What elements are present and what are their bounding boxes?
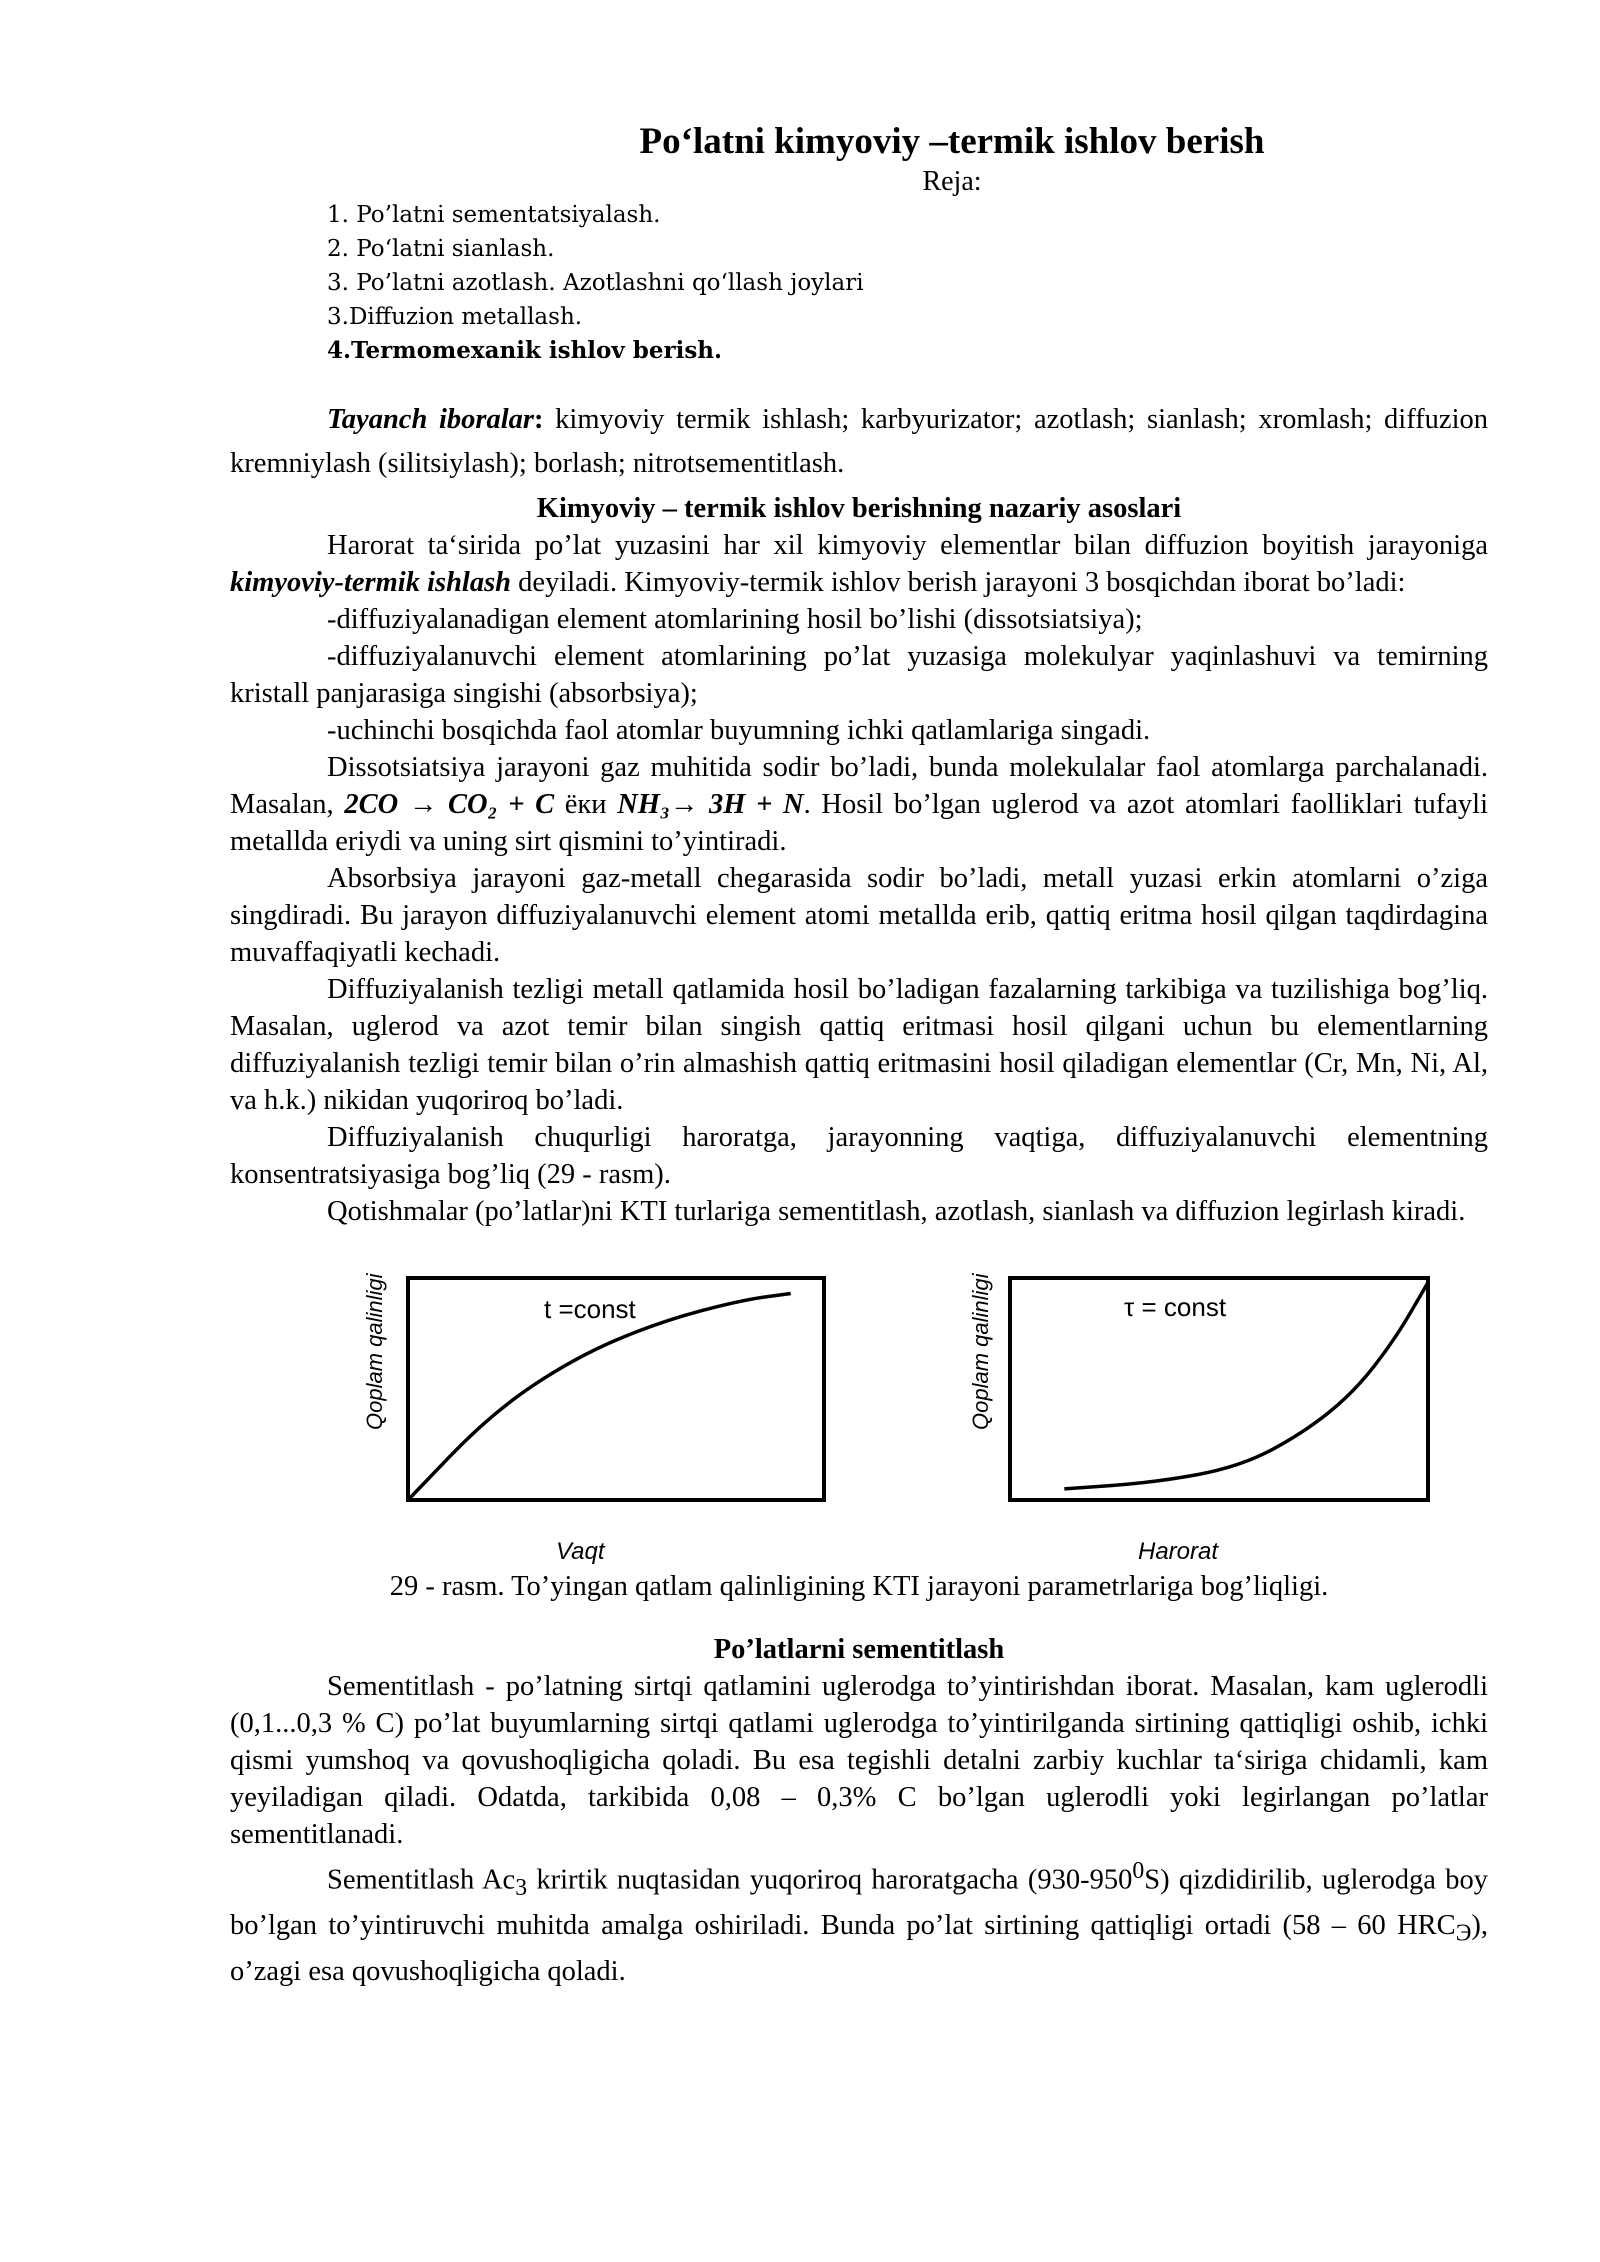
paragraph (230, 749, 1488, 860)
y-axis-label: Qoplam qalinligi (362, 1273, 387, 1430)
paragraph: Sementitlash - po’latning sirtqi qatlamini uglerodga to’yintirishdan iborat. Masalan, kam uglerodli (0,1...0,3 % C) po’lat buyumlarning sirtqi qatlami uglerodga to’yintirilganda sirtining qattiqligi oshib, ichki qismi yumshoq va qovushoqligicha qoladi. Bu esa tegishli detalni zarbiy kuchlar ta‘siriga chidamli, kam yeyiladigan qiladi. Odatda, tarkibida 0,08 – 0,3% C bo’lgan uglerodli yoki legirlangan po’latlar sementitlanadi. (230, 1671, 1488, 1850)
paragraph: -diffuziyalanuvchi element atomlarining po’lat yuzasiga molekulyar yaqinlashuvi va temirning kristall panjarasiga singishi (absorbsiya); (230, 641, 1488, 709)
chart-annotation: t =const (544, 1294, 636, 1324)
paragraph: -uchinchi bosqichda faol atomlar buyumning ichki qatlamlariga singadi. (327, 715, 1151, 746)
chart-annotation: τ = const (1124, 1292, 1227, 1322)
text-run: Sementitlash Ac (327, 1864, 516, 1896)
plan-item: 3.Diffuzion metallash. (327, 304, 583, 330)
x-axis-label: Harorat (1138, 1538, 1219, 1565)
subscript: 3 (515, 1875, 528, 1902)
plan-heading: Reja: (922, 166, 982, 197)
keywords-paragraph (230, 398, 1488, 486)
text-run: Harorat ta‘sirida po’lat yuzasini har xil kimyoviy elementlar bilan diffuzion boyitish jarayoniga (327, 530, 1488, 561)
figure-charts (230, 1238, 1488, 1568)
plan-item: 3. Po’latni azotlash. Azotlashni qo‘llash joylari (327, 270, 864, 296)
formula: NH₃→ 3H + N (617, 789, 804, 820)
paragraph (230, 1853, 1488, 1990)
plan-item: 1. Po’latni sementatsiyalash. (327, 202, 661, 228)
formula: 2CO → CO₂ + C (344, 789, 555, 820)
paragraph: -diffuziyalanadigan element atomlarining hosil bo’lishi (dissotsiatsiya); (327, 604, 1143, 635)
page-title: Po‘latni kimyoviy –termik ishlov berish (639, 121, 1265, 162)
plan-item: 4.Termomexanik ishlov berish. (327, 337, 723, 364)
text-run: . Hosil bo’lgan uglerod va azot atomlari faolliklari tufayli metallda eriydi va uning sirt qismini to’yintiradi. (230, 789, 1488, 857)
paragraph: Qotishmalar (po’latlar)ni KTI turlariga sementitlash, azotlash, sianlash va diffuzion legirlash kiradi. (327, 1196, 1466, 1227)
series-line-2 (1064, 1282, 1428, 1488)
paragraph: Absorbsiya jarayoni gaz-metall chegarasida sodir bo’ladi, metall yuzasi erkin atomlarni o’ziga singdiradi. Bu jarayon diffuziyalanuvchi element atomi metallda erib, qattiq eritma hosil qilgan taqdirdagina muvaffaqiyatli kechadi. (230, 863, 1488, 968)
text-run: S) qizdidirilib, uglerodga boy bo’lgan to’yintiruvchi muhitda amalga oshiriladi. Bunda po’lat sirtining qattiqligi ortadi (58 – 60 HRC (230, 1864, 1489, 1942)
subscript: Э (1455, 1920, 1472, 1947)
x-axis-label: Vaqt (556, 1538, 605, 1565)
keywords-label: Tayanch iboralar (327, 404, 534, 435)
paragraph (230, 527, 1488, 601)
y-axis-label: Qoplam qalinligi (968, 1273, 993, 1430)
text-run: krirtik nuqtasidan yuqoriroq haroratgacha (930-950 (527, 1864, 1133, 1896)
paragraph: Diffuziyalanish tezligi metall qatlamida hosil bo’ladigan fazalarning tarkibiga va tuzilishiga bog’liq. Masalan, uglerod va azot temir bilan singish qattiq eritmasi hosil qilgani uchun bu elementlarning diffuziyalanish tezligi temir bilan o’rin almashish qattiq eritmasini hosil qiladigan elementlar (Cr, Mn, Ni, Al, va h.k.) nikidan yuqoriroq bo’ladi. (230, 974, 1488, 1116)
text-run: deyiladi. Kimyoviy-termik ishlov berish jarayoni 3 bosqichdan iborat bo’ladi: (511, 567, 1406, 598)
term-emphasis: kimyoviy-termik ishlash (230, 567, 512, 598)
document-page (230, 118, 1488, 1990)
text-run: Dissotsiatsiya jarayoni gaz muhitida sodir bo’ladi, bunda molekulalar faol atomlarga parchalanadi. Masalan, (230, 752, 1488, 820)
figure-29 (230, 1238, 1488, 1568)
superscript: 0 (1132, 1858, 1145, 1884)
section-heading: Po’latlarni sementitlash (713, 1634, 1005, 1665)
text-run: ёки (554, 789, 618, 820)
paragraph: Diffuziyalanish chuqurligi haroratga, jarayonning vaqtiga, diffuziyalanuvchi elementning konsentratsiyasiga bog’liq (29 - rasm). (230, 1122, 1488, 1190)
figure-caption: 29 - rasm. To’yingan qatlam qalinligining KTI jarayoni parametrlariga bog’liqligi. (389, 1571, 1329, 1602)
text-run: ), o’zagi esa qovushoqligicha qoladi. (230, 1910, 1488, 1987)
plan-item: 2. Po‘latni sianlash. (327, 236, 555, 262)
keywords-text: kimyoviy termik ishlash; karbyurizator; azotlash; sianlash; xromlash; diffuzion kremniylash (silitsiylash); borlash; nitrotsementitlash. (230, 404, 1488, 479)
keywords-colon: : (533, 404, 544, 435)
section-heading: Kimyoviy – termik ishlov berishning nazariy asoslari (536, 493, 1182, 524)
plan-list (327, 198, 1488, 368)
